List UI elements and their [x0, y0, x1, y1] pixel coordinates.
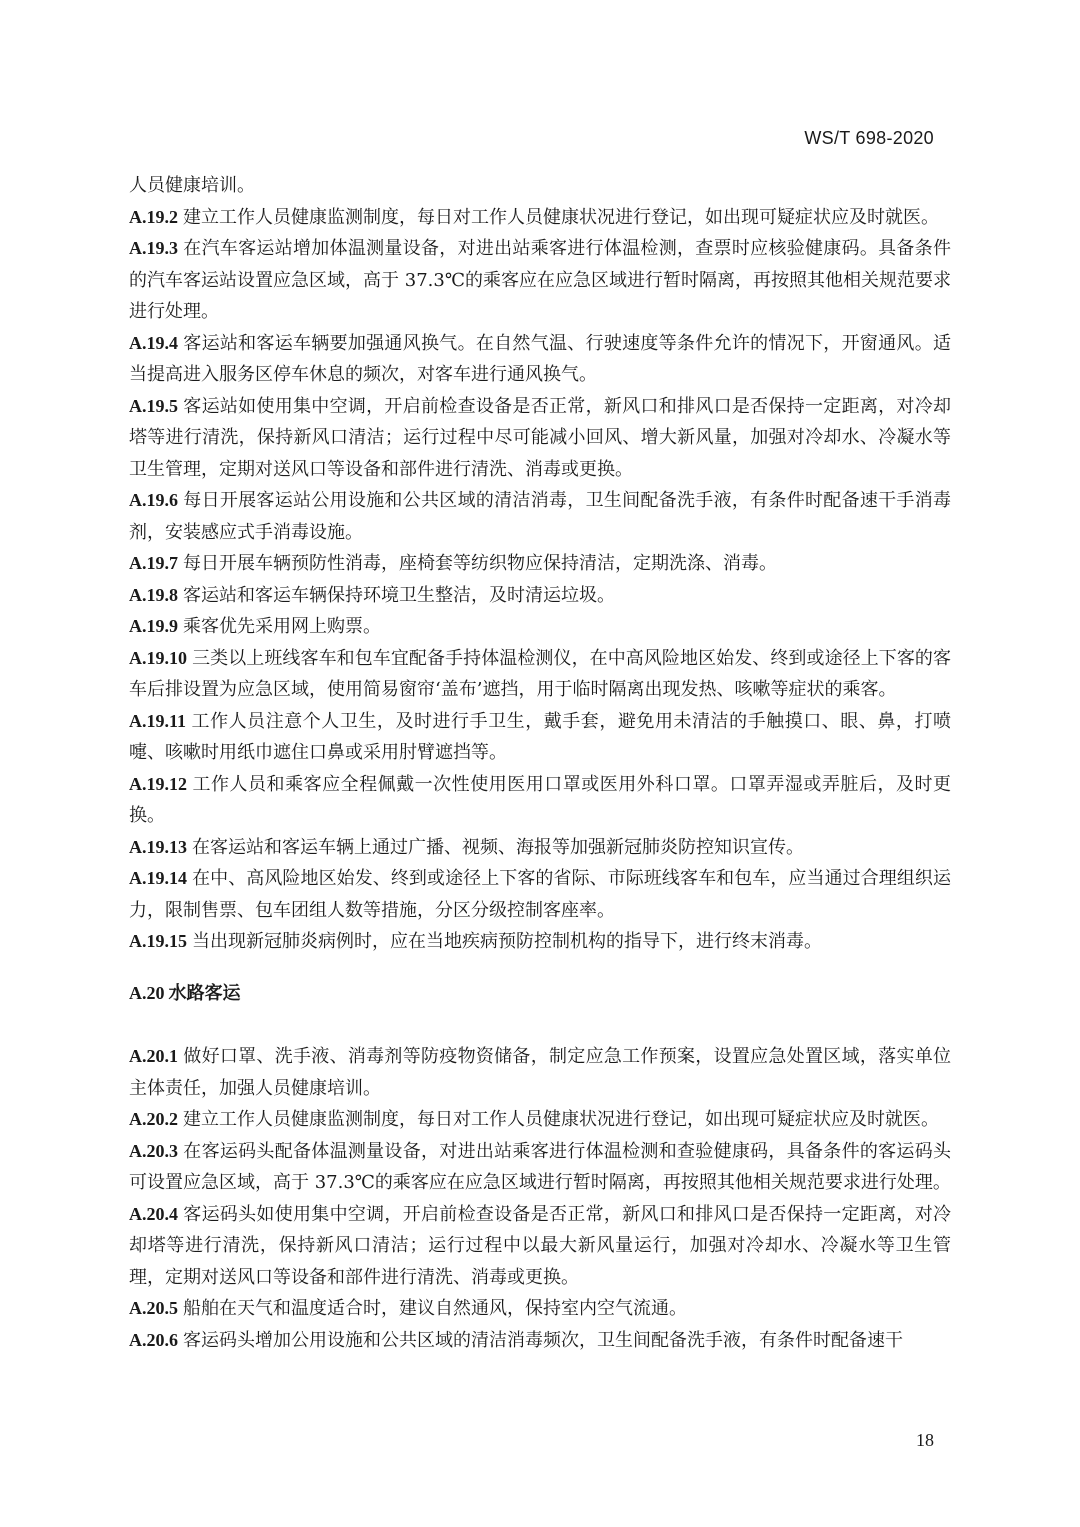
- section-heading-a20: [129, 978, 951, 1010]
- clause-text: 在客运站和客运车辆上通过广播、视频、海报等加强新冠肺炎防控知识宣传。: [192, 836, 804, 858]
- clause-paragraph: [129, 391, 951, 486]
- standard-code-header: WS/T 698-2020: [804, 128, 934, 148]
- clause-number: A.19.8: [129, 584, 178, 605]
- clause-paragraph: [129, 1136, 951, 1199]
- clause-text: 做好口罩、洗手液、消毒剂等防疫物资储备，制定应急工作预案，设置应急处置区域，落实单位主体责任，加强人员健康培训。: [129, 1046, 951, 1099]
- clause-text: 建立工作人员健康监测制度，每日对工作人员健康状况进行登记，如出现可疑症状应及时就医。: [183, 1109, 939, 1130]
- clause-number: A.20.6: [129, 1329, 178, 1350]
- clause-paragraph: [129, 706, 951, 769]
- section-a20-clauses: [129, 1041, 951, 1356]
- clause-text: 在客运码头配备体温测量设备，对进出站乘客进行体温检测和查验健康码，具备条件的客运码头可设置应急区域，高于 37.3℃的乘客应在应急区域进行暂时隔离，再按照其他相关规范要求进行处理。: [129, 1140, 951, 1193]
- clause-text: 在汽车客运站增加体温测量设备，对进出站乘客进行体温检测，查票时应核验健康码。具备条件的汽车客运站设置应急区域，高于 37.3℃的乘客应在应急区域进行暂时隔离，再按照其他相关规范要求进行处理。: [129, 238, 951, 322]
- clause-paragraph: [129, 1293, 951, 1325]
- clause-paragraph: [129, 832, 951, 864]
- clause-number: A.19.12: [129, 773, 187, 794]
- clause-text: 客运站如使用集中空调，开启前检查设备是否正常，新风口和排风口是否保持一定距离，对冷却塔等进行清洗，保持新风口清洁；运行过程中尽可能减小回风、增大新风量，加强对冷却水、冷凝水等卫生管理，定期对送风口等设备和部件进行清洗、消毒或更换。: [129, 395, 951, 480]
- clause-number: A.20.2: [129, 1109, 178, 1129]
- continued-paragraph: 人员健康培训。: [129, 175, 255, 196]
- clause-text: 三类以上班线客车和包车宜配备手持体温检测仪，在中高风险地区始发、终到或途径上下客的客车后排设置为应急区域，使用简易窗帘‘盖布’遮挡，用于临时隔离出现发热、咳嗽等症状的乘客。: [129, 647, 951, 700]
- clause-text: 客运码头如使用集中空调，开启前检查设备是否正常，新风口和排风口是否保持一定距离，对冷却塔等进行清洗，保持新风口清洁；运行过程中以最大新风量运行，加强对冷却水、冷凝水等卫生管理，定期对送风口等设备和部件进行清洗、消毒或更换。: [129, 1203, 951, 1288]
- clause-text: 工作人员注意个人卫生，及时进行手卫生，戴手套，避免用未清洁的手触摸口、眼、鼻，打喷嚏、咳嗽时用纸巾遮住口鼻或采用肘臂遮挡等。: [129, 710, 951, 763]
- clause-number: A.19.6: [129, 490, 178, 510]
- clause-number: A.19.14: [129, 868, 187, 888]
- clause-paragraph: [129, 548, 951, 580]
- clause-text: 建立工作人员健康监测制度，每日对工作人员健康状况进行登记，如出现可疑症状应及时就医。: [183, 206, 939, 228]
- clause-paragraph: [129, 328, 951, 391]
- clause-number: A.19.9: [129, 616, 178, 636]
- clause-paragraph: [129, 1325, 951, 1357]
- clause-text: 乘客优先采用网上购票。: [183, 616, 381, 637]
- clause-text: 每日开展车辆预防性消毒，座椅套等纺织物应保持清洁，定期洗涤、消毒。: [183, 553, 777, 574]
- clause-paragraph: [129, 1104, 951, 1136]
- clause-text: 在中、高风险地区始发、终到或途径上下客的省际、市际班线客车和包车，应当通过合理组织运力，限制售票、包车团组人数等措施，分区分级控制客座率。: [129, 868, 951, 921]
- clause-number: A.19.15: [129, 931, 187, 951]
- clause-number: A.19.4: [129, 332, 178, 353]
- clause-number: A.19.5: [129, 395, 178, 416]
- clause-paragraph: [129, 643, 951, 706]
- clause-number: A.20.3: [129, 1140, 178, 1161]
- page-number: 18: [916, 1430, 934, 1450]
- clause-paragraph: [129, 233, 951, 328]
- clause-number: A.20.5: [129, 1298, 178, 1318]
- clause-text: 当出现新冠肺炎病例时，应在当地疾病预防控制机构的指导下，进行终末消毒。: [192, 931, 822, 952]
- section-a19-clauses: [129, 202, 951, 958]
- clause-paragraph: [129, 769, 951, 832]
- clause-paragraph: [129, 202, 951, 234]
- clause-text: 客运站和客运车辆保持环境卫生整洁，及时清运垃圾。: [183, 584, 615, 606]
- section-title: 水路客运: [168, 982, 241, 1004]
- clause-number: A.19.11: [129, 710, 187, 731]
- clause-paragraph: [129, 485, 951, 548]
- clause-number: A.20.1: [129, 1046, 178, 1066]
- document-body: [129, 170, 951, 1356]
- clause-number: A.19.3: [129, 238, 178, 258]
- clause-paragraph: [129, 926, 951, 958]
- clause-paragraph: [129, 611, 951, 643]
- clause-number: A.19.13: [129, 836, 187, 857]
- section-number: A.20: [129, 982, 165, 1003]
- clause-number: A.19.7: [129, 553, 178, 573]
- clause-number: A.19.2: [129, 206, 178, 227]
- clause-text: 客运码头增加公用设施和公共区域的清洁消毒频次，卫生间配备洗手液，有条件时配备速干: [183, 1329, 903, 1351]
- clause-paragraph: [129, 863, 951, 926]
- clause-text: 船舶在天气和温度适合时，建议自然通风，保持室内空气流通。: [183, 1298, 687, 1319]
- clause-text: 客运站和客运车辆要加强通风换气。在自然气温、行驶速度等条件允许的情况下，开窗通风。适当提高进入服务区停车休息的频次，对客车进行通风换气。: [129, 332, 951, 385]
- clause-paragraph: [129, 1199, 951, 1294]
- clause-number: A.20.4: [129, 1203, 178, 1224]
- clause-paragraph: [129, 580, 951, 612]
- clause-text: 工作人员和乘客应全程佩戴一次性使用医用口罩或医用外科口罩。口罩弄湿或弄脏后，及时更换。: [129, 773, 951, 826]
- clause-text: 每日开展客运站公用设施和公共区域的清洁消毒，卫生间配备洗手液，有条件时配备速干手消毒剂，安装感应式手消毒设施。: [129, 490, 951, 543]
- clause-paragraph: [129, 1041, 951, 1104]
- clause-number: A.19.10: [129, 647, 187, 668]
